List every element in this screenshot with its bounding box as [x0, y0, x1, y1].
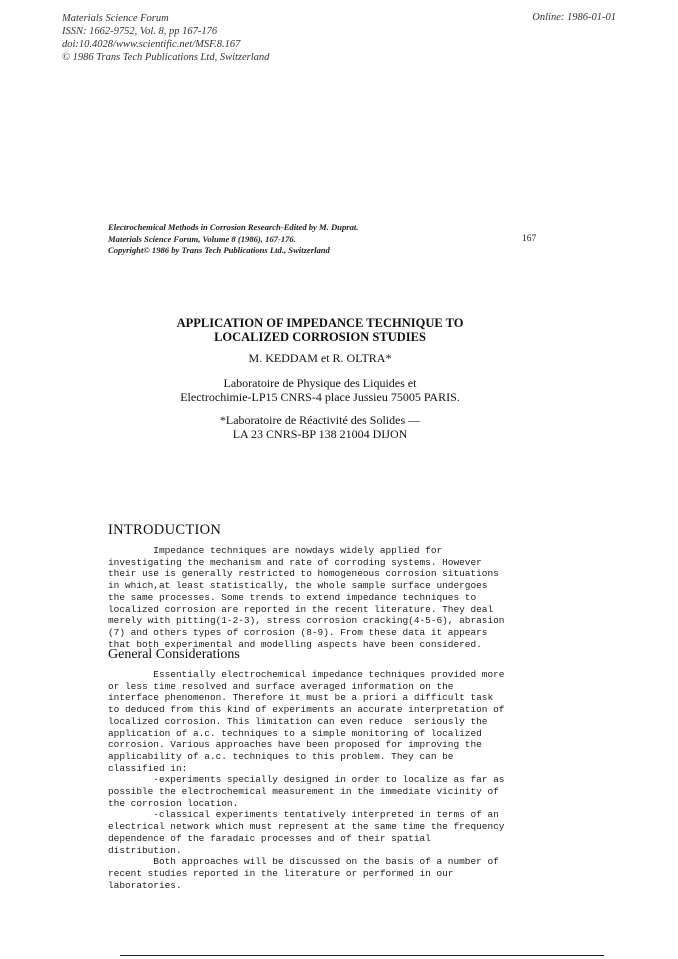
- body-line: their use is generally restricted to homogeneous corrosion situations: [108, 568, 499, 580]
- body-line: localized corrosion. This limitation can even reduce seriously the: [108, 715, 488, 727]
- body-line: localized corrosion are reported in the recent literature. They deal: [108, 603, 494, 615]
- body-line: investigating the mechanism and rate of corroding systems. However: [108, 556, 482, 568]
- body-line: dependence of the faradaic processes and of their spatial: [108, 832, 431, 844]
- body-line: merely with pitting(1-2-3), stress corrosion cracking(4-5-6), abrasion: [108, 615, 505, 627]
- introduction-body: [108, 545, 568, 650]
- general-considerations-body: [108, 669, 568, 891]
- title-line-1: APPLICATION OF IMPEDANCE TECHNIQUE TO: [176, 316, 464, 330]
- body-line: that both experimental and modelling aspects have been considered.: [108, 638, 482, 650]
- body-line: -classical experiments tentatively interpreted in terms of an: [108, 809, 499, 821]
- body-line: Both approaches will be discussed on the basis of a number of: [108, 856, 499, 868]
- affiliation-2-line-2: LA 23 CNRS-BP 138 21004 DIJON: [232, 427, 408, 441]
- body-line: the corrosion location.: [108, 797, 239, 809]
- issn-line: ISSN: 1662-9752, Vol. 8, pp 167-176: [62, 26, 218, 37]
- body-line: electrical network which must represent at the same time the frequency: [108, 821, 505, 833]
- body-line: recent studies reported in the literature or performed in our: [108, 867, 454, 879]
- body-line: the same processes. Some trends to extend impedance techniques to: [108, 591, 477, 603]
- citation-line-2: Materials Science Forum, Volume 8 (1986), 167-176.: [108, 233, 296, 244]
- online-date: Online: 1986-01-01: [532, 12, 616, 23]
- affiliation-2-line-1: *Laboratoire de Réactivité des Solides —: [219, 413, 421, 427]
- body-line: interface phenomenon. Therefore it must be a priori a difficult task: [108, 692, 494, 704]
- body-line: (7) and others types of corrosion (8-9). From these data it appears: [108, 626, 488, 638]
- body-line: in which,at least statistically, the whole sample surface undergoes: [108, 580, 488, 592]
- body-line: Impedance techniques are nowdays widely applied for: [108, 545, 443, 556]
- affiliation-2: [120, 413, 520, 441]
- authors: M. KEDDAM et R. OLTRA*: [248, 351, 392, 365]
- body-line: or less time resolved and surface averaged information on the: [108, 680, 454, 692]
- citation-line-1: Electrochemical Methods in Corrosion Research-Edited by M. Duprat.: [108, 222, 359, 232]
- body-line: to deduced from this kind of experiments an accurate interpretation of: [108, 704, 505, 716]
- citation-block: [108, 222, 358, 257]
- publication-header: [62, 12, 269, 64]
- title-line-2: LOCALIZED CORROSION STUDIES: [214, 330, 426, 344]
- body-line: distribution.: [108, 844, 182, 856]
- body-line: possible the electrochemical measurement in the immediate vicinity of: [108, 786, 499, 798]
- introduction-heading: INTRODUCTION: [108, 522, 222, 538]
- footer-rule: [120, 955, 604, 956]
- affiliation-1-line-2: Electrochimie-LP15 CNRS-4 place Jussieu 75005 PARIS.: [180, 390, 460, 404]
- affiliation-1: [120, 376, 520, 404]
- body-line: application of a.c. techniques to a simple monitoring of localized: [108, 727, 482, 739]
- paper-title: [120, 316, 520, 344]
- affiliation-1-line-1: Laboratoire de Physique des Liquides et: [223, 376, 417, 390]
- journal-name: Materials Science Forum: [62, 13, 169, 24]
- doi-line[interactable]: doi:10.4028/www.scientific.net/MSF.8.167: [62, 39, 241, 50]
- body-line: Essentially electrochemical impedance techniques provided more: [108, 669, 505, 680]
- citation-line-3: Copyright© 1986 by Trans Tech Publications Ltd., Switzerland: [108, 245, 330, 255]
- body-line: -experiments specially designed in order to localize as far as: [108, 774, 505, 786]
- page-number: 167: [522, 234, 537, 244]
- body-line: classified in:: [108, 762, 188, 774]
- general-considerations-heading: General Considerations: [108, 647, 240, 662]
- body-line: applicability of a.c. techniques to this problem. They can be: [108, 750, 454, 762]
- copyright-line: © 1986 Trans Tech Publications Ltd, Switzerland: [62, 52, 270, 63]
- body-line: laboratories.: [108, 879, 182, 891]
- body-line: corrosion. Various approaches have been proposed for improving the: [108, 739, 482, 751]
